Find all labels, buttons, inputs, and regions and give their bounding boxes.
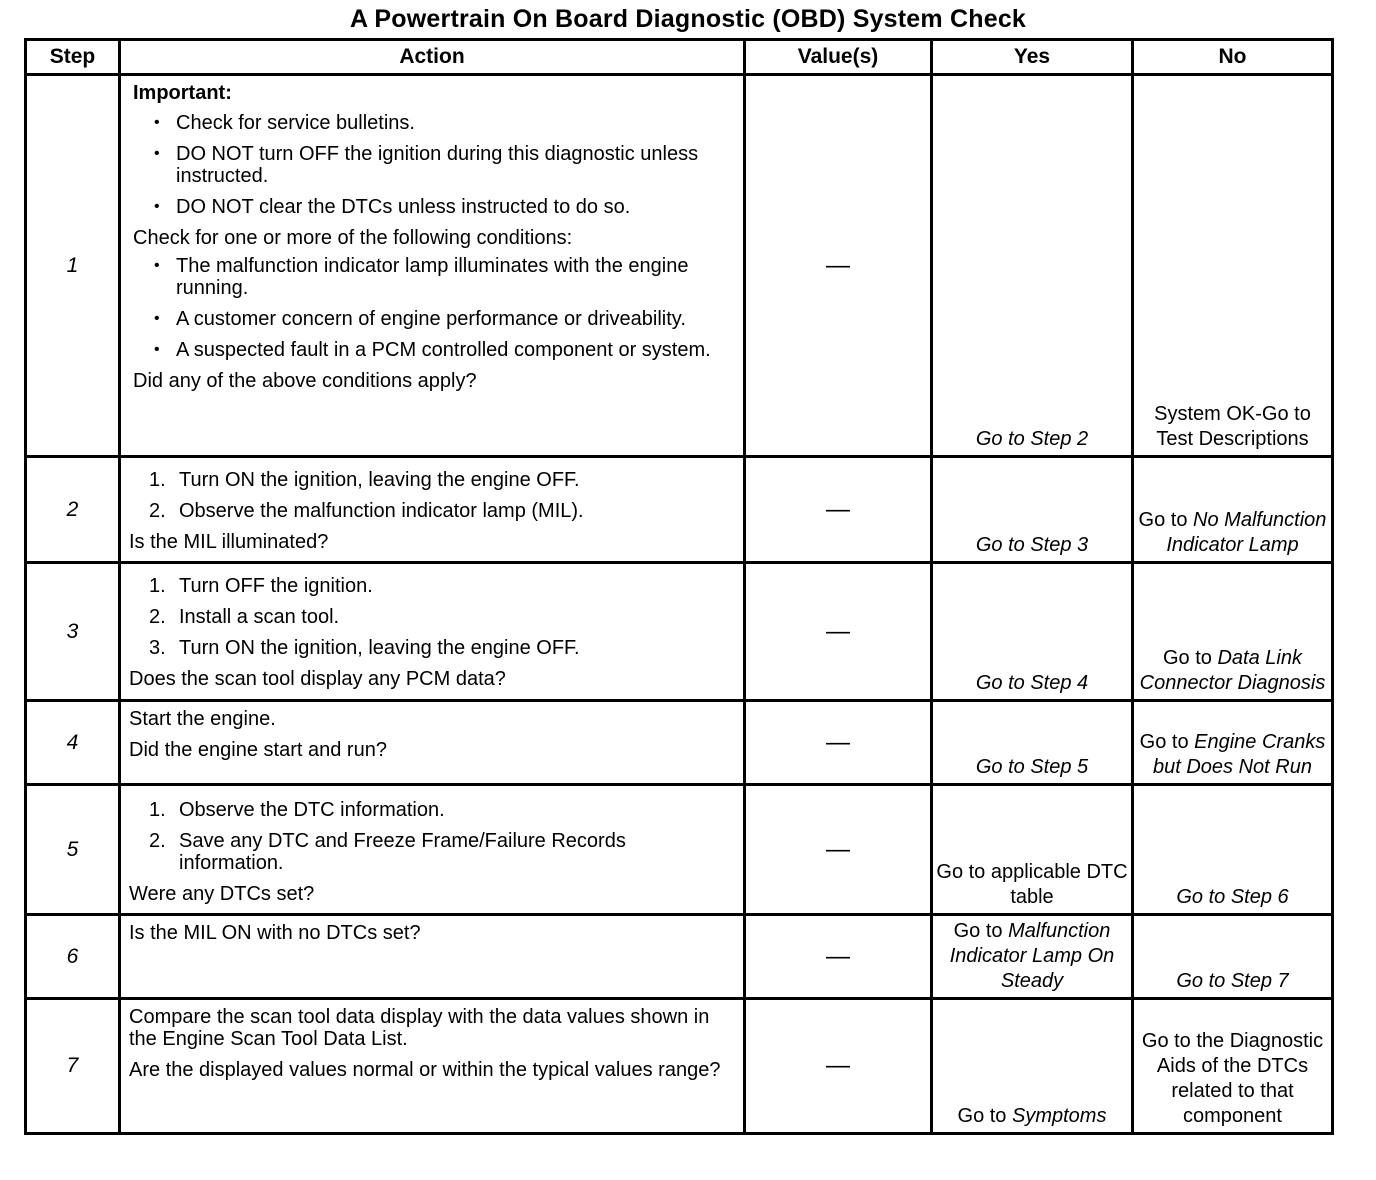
yes-cell xyxy=(932,457,1133,563)
value-cell: — xyxy=(745,75,932,457)
page-title: A Powertrain On Board Diagnostic (OBD) System Check xyxy=(349,5,1027,33)
goto-link[interactable]: Go to Step 5 xyxy=(975,756,1089,778)
bullet-icon: • xyxy=(154,145,160,162)
step-number: 4 xyxy=(26,701,120,785)
item-number: 2. xyxy=(149,830,166,852)
no-cell: Go to the Diagnostic Aids of the DTCs related to that component xyxy=(1133,999,1333,1134)
step-number: 2 xyxy=(26,457,120,563)
goto-prefix: Go to xyxy=(1163,647,1212,669)
goto-prefix: Go to xyxy=(1139,731,1189,753)
table-row xyxy=(26,75,1333,457)
question-text: Did the engine start and run? xyxy=(129,739,387,761)
table-row xyxy=(26,915,1333,999)
action-text: Start the engine. xyxy=(129,708,276,730)
no-cell xyxy=(1133,785,1333,915)
action-cell xyxy=(120,999,745,1134)
item-number: 1. xyxy=(149,469,166,491)
question-text: Did any of the above conditions apply? xyxy=(133,370,477,392)
table-row xyxy=(26,563,1333,701)
question-text: Is the MIL ON with no DTCs set? xyxy=(129,922,421,944)
goto-link[interactable]: Go to Step 7 xyxy=(1176,970,1289,992)
bullet-icon: • xyxy=(154,310,160,327)
numbered-item: 2. Observe the malfunction indicator lamp (MIL). xyxy=(149,500,584,522)
goto-link[interactable]: Go to Step 4 xyxy=(975,672,1089,694)
header-values: Value(s) xyxy=(745,40,932,75)
no-cell xyxy=(1133,457,1333,563)
table-row xyxy=(26,999,1333,1134)
header-yes: Yes xyxy=(932,40,1133,75)
bullet-item: • DO NOT turn OFF the ignition during this diagnostic unless instructed. xyxy=(154,143,699,187)
bullet-icon: • xyxy=(154,114,160,131)
numbered-item: 2. Save any DTC and Freeze Frame/Failure Records information. xyxy=(149,830,626,874)
bullet-item: • A suspected fault in a PCM controlled component or system. xyxy=(154,339,711,361)
goto-link[interactable]: Go to Step 2 xyxy=(975,428,1089,450)
value-cell: — xyxy=(745,785,932,915)
value-cell: — xyxy=(745,915,932,999)
goto-link[interactable]: Go to Step 6 xyxy=(1176,886,1289,908)
no-cell xyxy=(1133,701,1333,785)
numbered-item: 1. Turn OFF the ignition. xyxy=(149,575,373,597)
item-number: 1. xyxy=(149,799,166,821)
goto-link[interactable]: Go to Step 3 xyxy=(975,534,1089,556)
no-cell xyxy=(1133,915,1333,999)
step-number: 3 xyxy=(26,563,120,701)
no-cell xyxy=(1133,563,1333,701)
yes-cell xyxy=(932,999,1133,1134)
item-number: 1. xyxy=(149,575,166,597)
value-cell: — xyxy=(745,563,932,701)
bullet-item: • Check for service bulletins. xyxy=(154,112,415,134)
step-number: 1 xyxy=(26,75,120,457)
action-cell xyxy=(120,75,745,457)
value-cell: — xyxy=(745,457,932,563)
item-number: 3. xyxy=(149,637,166,659)
goto-prefix: Go to xyxy=(957,1105,1007,1127)
table-row xyxy=(26,701,1333,785)
goto-link[interactable]: Data Link Connector Diagnosis xyxy=(1139,647,1326,694)
bullet-item: • A customer concern of engine performance or driveability. xyxy=(154,308,686,330)
action-cell xyxy=(120,563,745,701)
action-cell xyxy=(120,785,745,915)
action-cell xyxy=(120,701,745,785)
yes-cell xyxy=(932,915,1133,999)
goto-prefix: Go to xyxy=(1138,509,1188,531)
item-number: 2. xyxy=(149,500,166,522)
numbered-item: 1. Turn ON the ignition, leaving the engine OFF. xyxy=(149,469,580,491)
question-text: Does the scan tool display any PCM data? xyxy=(129,668,506,690)
step-number: 7 xyxy=(26,999,120,1134)
yes-cell xyxy=(932,701,1133,785)
yes-cell xyxy=(932,75,1133,457)
conditions-intro: Check for one or more of the following conditions: xyxy=(133,227,573,249)
step-number: 5 xyxy=(26,785,120,915)
goto-link[interactable]: Engine Cranks but Does Not Run xyxy=(1153,731,1326,778)
numbered-item: 1. Observe the DTC information. xyxy=(149,799,445,821)
action-text: Compare the scan tool data display with the data values shown in the Engine Scan Tool Data List. xyxy=(129,1006,710,1050)
goto-link[interactable]: No Malfunction Indicator Lamp xyxy=(1166,509,1327,556)
value-cell: — xyxy=(745,701,932,785)
header-step: Step xyxy=(26,40,120,75)
yes-cell xyxy=(932,563,1133,701)
goto-prefix: Go to xyxy=(953,920,1003,942)
table-header-row xyxy=(26,40,1333,75)
item-number: 2. xyxy=(149,606,166,628)
bullet-icon: • xyxy=(154,198,160,215)
bullet-icon: • xyxy=(154,257,160,274)
question-text: Were any DTCs set? xyxy=(129,883,315,905)
bullet-icon: • xyxy=(154,341,160,358)
no-cell: System OK-Go to Test Descriptions xyxy=(1133,75,1333,457)
numbered-item: 3. Turn ON the ignition, leaving the engine OFF. xyxy=(149,637,580,659)
numbered-item: 2. Install a scan tool. xyxy=(149,606,340,628)
goto-link[interactable]: Symptoms xyxy=(1012,1105,1107,1127)
question-text: Is the MIL illuminated? xyxy=(129,531,329,553)
bullet-item: • DO NOT clear the DTCs unless instructed to do so. xyxy=(154,196,631,218)
header-no: No xyxy=(1133,40,1333,75)
bullet-item: • The malfunction indicator lamp illuminates with the engine running. xyxy=(154,255,689,299)
yes-cell: Go to applicable DTC table xyxy=(932,785,1133,915)
value-cell: — xyxy=(745,999,932,1134)
table-row xyxy=(26,785,1333,915)
action-cell xyxy=(120,457,745,563)
header-action: Action xyxy=(120,40,745,75)
diagnostic-table xyxy=(24,38,1334,1135)
table-row xyxy=(26,457,1333,563)
step-number: 6 xyxy=(26,915,120,999)
question-text: Are the displayed values normal or within the typical values range? xyxy=(129,1059,721,1081)
important-label: Important: xyxy=(133,82,232,104)
goto-link[interactable]: Malfunction Indicator Lamp On Steady xyxy=(949,920,1115,992)
action-cell xyxy=(120,915,745,999)
